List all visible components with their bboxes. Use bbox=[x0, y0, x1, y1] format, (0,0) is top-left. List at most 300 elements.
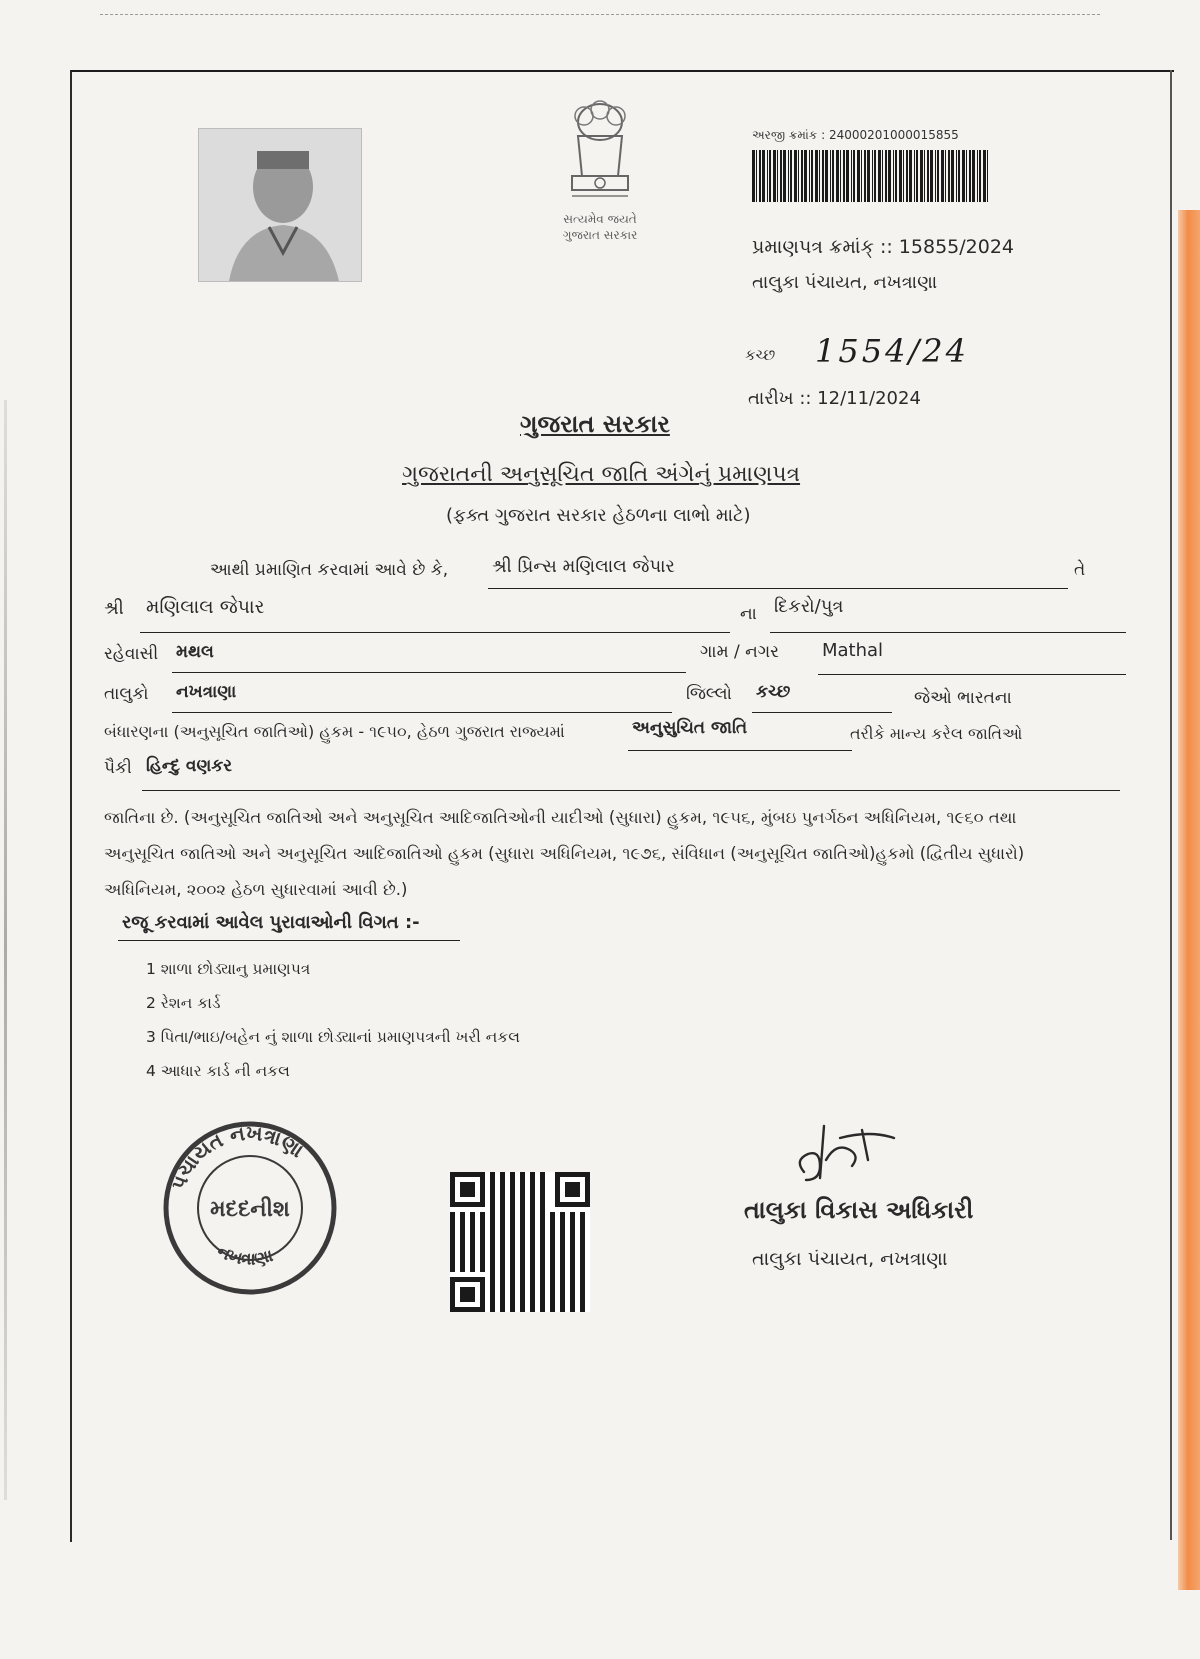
barcode-bar bbox=[878, 150, 881, 202]
barcode-bar bbox=[857, 150, 860, 202]
qr-module bbox=[500, 1257, 505, 1262]
qr-module bbox=[580, 1257, 585, 1262]
relation: દિકરો/પુત્ર bbox=[774, 596, 844, 617]
caste-underline bbox=[142, 790, 1120, 791]
qr-module bbox=[520, 1227, 525, 1232]
qr-module bbox=[560, 1277, 565, 1282]
qr-module bbox=[470, 1227, 475, 1232]
qr-module bbox=[560, 1307, 565, 1312]
qr-module bbox=[510, 1187, 515, 1192]
paragraph-line-1: જાતિના છે. (અનુસૂચિત જાતિઓ અને અનુસૂચિત આદિજાતિઓની યાદીઓ (સુધારા) હુકમ, ૧૯૫૬, મુંબઇ પુનર્ગઠન અધિનિયમ, ૧૯૬૦ તથા bbox=[104, 808, 1017, 827]
barcode-bar bbox=[958, 150, 960, 202]
qr-module bbox=[490, 1212, 495, 1217]
qr-module bbox=[520, 1272, 525, 1277]
qr-module bbox=[560, 1302, 565, 1307]
qr-module bbox=[510, 1207, 515, 1212]
qr-module bbox=[500, 1177, 505, 1182]
qr-module bbox=[550, 1247, 555, 1252]
qr-module bbox=[560, 1287, 565, 1292]
qr-module bbox=[570, 1227, 575, 1232]
qr-module bbox=[500, 1287, 505, 1292]
qr-module bbox=[490, 1227, 495, 1232]
qr-module bbox=[450, 1217, 455, 1222]
relation-underline bbox=[770, 632, 1126, 633]
barcode-bar bbox=[788, 150, 789, 202]
barcode-bar bbox=[930, 150, 933, 202]
holder-name-underline bbox=[488, 588, 1068, 589]
qr-module bbox=[490, 1187, 495, 1192]
signature-icon bbox=[790, 1120, 900, 1190]
qr-module bbox=[490, 1182, 495, 1187]
na-label: ના bbox=[740, 604, 757, 624]
qr-module bbox=[540, 1217, 545, 1222]
qr-module bbox=[510, 1247, 515, 1252]
qr-module bbox=[460, 1242, 465, 1247]
qr-module bbox=[500, 1262, 505, 1267]
taluka-underline bbox=[172, 712, 672, 713]
barcode-bar bbox=[916, 150, 918, 202]
qr-module bbox=[520, 1267, 525, 1272]
shri-label: શ્રી bbox=[104, 598, 124, 619]
qr-module bbox=[530, 1237, 535, 1242]
qr-module bbox=[480, 1267, 485, 1272]
qr-module bbox=[580, 1227, 585, 1232]
qr-module bbox=[520, 1242, 525, 1247]
qr-module bbox=[520, 1302, 525, 1307]
barcode-bar bbox=[867, 150, 870, 202]
qr-module bbox=[540, 1257, 545, 1262]
barcode-bar bbox=[895, 150, 897, 202]
qr-module bbox=[500, 1302, 505, 1307]
qr-module bbox=[530, 1202, 535, 1207]
qr-module bbox=[540, 1192, 545, 1197]
qr-module bbox=[510, 1302, 515, 1307]
qr-module bbox=[540, 1237, 545, 1242]
qr-module bbox=[570, 1287, 575, 1292]
qr-module bbox=[510, 1222, 515, 1227]
qr-module bbox=[520, 1172, 525, 1177]
qr-module bbox=[500, 1252, 505, 1257]
qr-module bbox=[530, 1307, 535, 1312]
qr-module bbox=[540, 1212, 545, 1217]
qr-module bbox=[530, 1187, 535, 1192]
barcode-bar bbox=[969, 150, 971, 202]
qr-module bbox=[580, 1292, 585, 1297]
qr-module bbox=[490, 1252, 495, 1257]
qr-module bbox=[560, 1227, 565, 1232]
qr-module bbox=[540, 1227, 545, 1232]
evidence-heading: રજૂ કરવામાં આવેલ પુરાવાઓની વિગત :- bbox=[122, 912, 420, 933]
qr-module bbox=[520, 1297, 525, 1302]
qr-module bbox=[520, 1192, 525, 1197]
seal-center-text: મદદનીશ bbox=[210, 1197, 290, 1222]
qr-module bbox=[450, 1222, 455, 1227]
barcode-bar bbox=[874, 150, 876, 202]
barcode-bar bbox=[832, 150, 834, 202]
barcode-bar bbox=[836, 150, 839, 202]
qr-module bbox=[560, 1242, 565, 1247]
evidence-heading-underline bbox=[118, 940, 460, 941]
qr-module bbox=[540, 1177, 545, 1182]
qr-module bbox=[580, 1217, 585, 1222]
qr-module bbox=[470, 1212, 475, 1217]
qr-module bbox=[530, 1292, 535, 1297]
qr-module bbox=[490, 1232, 495, 1237]
qr-module bbox=[560, 1297, 565, 1302]
qr-module bbox=[540, 1282, 545, 1287]
among-label: પૈકી bbox=[104, 758, 132, 778]
barcode-bar bbox=[846, 150, 849, 202]
qr-module bbox=[490, 1222, 495, 1227]
qr-module bbox=[450, 1257, 455, 1262]
resident-underline bbox=[172, 672, 686, 673]
qr-module bbox=[470, 1262, 475, 1267]
barcode-bar bbox=[956, 150, 957, 202]
qr-module bbox=[460, 1222, 465, 1227]
qr-module bbox=[450, 1227, 455, 1232]
district-underline bbox=[752, 712, 892, 713]
legal-paragraph bbox=[104, 800, 1104, 908]
qr-module bbox=[560, 1257, 565, 1262]
state-emblem bbox=[540, 96, 660, 246]
category-underline bbox=[628, 750, 852, 751]
qr-module bbox=[510, 1272, 515, 1277]
officer-title: તાલુકા વિકાસ અધિકારી bbox=[744, 1196, 974, 1224]
qr-module bbox=[510, 1292, 515, 1297]
qr-module bbox=[460, 1237, 465, 1242]
qr-module bbox=[580, 1252, 585, 1257]
qr-module bbox=[460, 1262, 465, 1267]
qr-module bbox=[470, 1222, 475, 1227]
barcode-bar bbox=[798, 150, 799, 202]
qr-module bbox=[500, 1187, 505, 1192]
qr-module bbox=[500, 1212, 505, 1217]
qr-module bbox=[520, 1217, 525, 1222]
qr-module bbox=[560, 1237, 565, 1242]
qr-module bbox=[500, 1227, 505, 1232]
qr-module bbox=[560, 1272, 565, 1277]
qr-module bbox=[580, 1232, 585, 1237]
qr-module bbox=[520, 1277, 525, 1282]
qr-module bbox=[540, 1297, 545, 1302]
qr-module bbox=[500, 1232, 505, 1237]
village-label: ગામ / નગર bbox=[700, 642, 779, 662]
handwritten-number: 1554/24 bbox=[815, 332, 969, 370]
qr-module bbox=[560, 1282, 565, 1287]
qr-module bbox=[500, 1207, 505, 1212]
qr-module bbox=[530, 1192, 535, 1197]
qr-module bbox=[550, 1257, 555, 1262]
barcode-bar bbox=[851, 150, 852, 202]
ashoka-emblem-icon bbox=[550, 96, 650, 206]
barcode-bar bbox=[756, 150, 757, 202]
qr-module bbox=[520, 1287, 525, 1292]
qr-module bbox=[580, 1237, 585, 1242]
barcode-bar bbox=[899, 150, 902, 202]
qr-module bbox=[480, 1237, 485, 1242]
qr-module bbox=[490, 1242, 495, 1247]
qr-module bbox=[470, 1257, 475, 1262]
resident-value: મથલ bbox=[176, 642, 214, 662]
qr-module bbox=[520, 1237, 525, 1242]
qr-module bbox=[490, 1197, 495, 1202]
father-name: મણિલાલ જેપાર bbox=[146, 596, 265, 618]
qr-module bbox=[490, 1282, 495, 1287]
emblem-caption-2: ગુજરાત સરકાર bbox=[562, 228, 638, 242]
qr-module bbox=[560, 1217, 565, 1222]
qr-module bbox=[580, 1212, 585, 1217]
qr-module bbox=[580, 1262, 585, 1267]
qr-module bbox=[490, 1292, 495, 1297]
qr-module bbox=[570, 1242, 575, 1247]
qr-module bbox=[500, 1267, 505, 1272]
certificate-number: પ્રમાણપત્ર ક્રમાંક્ :: 15855/2024 bbox=[752, 236, 1014, 258]
qr-module bbox=[510, 1232, 515, 1237]
seal-top-text: પંચાયત નખત્રાણા bbox=[165, 1120, 309, 1193]
qr-module bbox=[490, 1287, 495, 1292]
qr-module bbox=[520, 1307, 525, 1312]
qr-module bbox=[500, 1307, 505, 1312]
qr-module bbox=[540, 1272, 545, 1277]
barcode-bar bbox=[966, 150, 967, 202]
qr-module bbox=[520, 1207, 525, 1212]
qr-module bbox=[490, 1302, 495, 1307]
taluka-label: તાલુકો bbox=[104, 684, 149, 704]
recognized-label: તરીકે માન્ય કરેલ જાતિઓ bbox=[850, 724, 1023, 743]
qr-module bbox=[480, 1227, 485, 1232]
qr-module bbox=[490, 1172, 495, 1177]
qr-module bbox=[510, 1177, 515, 1182]
qr-module bbox=[530, 1282, 535, 1287]
qr-module bbox=[490, 1247, 495, 1252]
qr-module bbox=[540, 1307, 545, 1312]
barcode-bar bbox=[783, 150, 786, 202]
barcode-bar bbox=[777, 150, 778, 202]
qr-module bbox=[580, 1267, 585, 1272]
barcode-bar bbox=[941, 150, 944, 202]
qr-module bbox=[550, 1212, 555, 1217]
qr-module bbox=[540, 1182, 545, 1187]
barcode-bar bbox=[819, 150, 820, 202]
qr-code-icon bbox=[450, 1172, 590, 1312]
qr-module bbox=[550, 1237, 555, 1242]
kutch-label: કચ્છ bbox=[745, 346, 776, 364]
qr-module bbox=[560, 1247, 565, 1252]
issue-date: તારીખ :: 12/11/2024 bbox=[748, 388, 921, 409]
qr-module bbox=[570, 1252, 575, 1257]
qr-module bbox=[530, 1277, 535, 1282]
qr-module bbox=[550, 1217, 555, 1222]
qr-module bbox=[530, 1302, 535, 1307]
qr-module bbox=[480, 1242, 485, 1247]
qr-module bbox=[520, 1187, 525, 1192]
qr-module bbox=[540, 1247, 545, 1252]
qr-module bbox=[490, 1192, 495, 1197]
qr-module bbox=[500, 1222, 505, 1227]
holder-name: શ્રી પ્રિન્સ મણિલાલ જેપાર bbox=[492, 556, 675, 577]
qr-module bbox=[550, 1252, 555, 1257]
qr-module bbox=[540, 1207, 545, 1212]
qr-module bbox=[470, 1217, 475, 1222]
qr-module bbox=[500, 1217, 505, 1222]
barcode-bar bbox=[840, 150, 841, 202]
qr-module bbox=[560, 1212, 565, 1217]
barcode-bar bbox=[977, 150, 978, 202]
seal-bottom-text: નખત્રાણા bbox=[213, 1241, 276, 1270]
qr-module bbox=[540, 1252, 545, 1257]
qr-module bbox=[530, 1267, 535, 1272]
qr-module bbox=[450, 1237, 455, 1242]
qr-module bbox=[560, 1267, 565, 1272]
qr-module bbox=[520, 1257, 525, 1262]
qr-module bbox=[540, 1222, 545, 1227]
office-seal-icon bbox=[160, 1118, 340, 1298]
barcode-bar bbox=[906, 150, 908, 202]
qr-module bbox=[530, 1297, 535, 1302]
qr-module bbox=[550, 1282, 555, 1287]
qr-module bbox=[520, 1282, 525, 1287]
qr-module bbox=[460, 1217, 465, 1222]
barcode-bar bbox=[773, 150, 776, 202]
barcode-bar bbox=[767, 150, 768, 202]
qr-module bbox=[520, 1247, 525, 1252]
qr-module bbox=[490, 1207, 495, 1212]
qr-module bbox=[510, 1277, 515, 1282]
qr-module bbox=[460, 1247, 465, 1252]
qr-module bbox=[500, 1237, 505, 1242]
qr-module bbox=[520, 1177, 525, 1182]
barcode-bar bbox=[780, 150, 782, 202]
barcode-bar bbox=[864, 150, 866, 202]
barcode-bar bbox=[945, 150, 946, 202]
qr-module bbox=[510, 1297, 515, 1302]
evidence-item: 2 રેશન કાર્ડ bbox=[146, 994, 221, 1012]
qr-module bbox=[490, 1257, 495, 1262]
qr-module bbox=[460, 1257, 465, 1262]
qr-module bbox=[580, 1287, 585, 1292]
holder-photo bbox=[198, 128, 362, 282]
village-underline bbox=[818, 674, 1126, 675]
certificate-title: ગુજરાતની અનુસૂચિત જાતિ અંગેનું પ્રમાણપત્ર bbox=[402, 462, 801, 487]
qr-module bbox=[580, 1282, 585, 1287]
qr-module bbox=[500, 1277, 505, 1282]
qr-module bbox=[480, 1232, 485, 1237]
government-heading: ગુજરાત સરકાર bbox=[520, 410, 670, 438]
evidence-item: 4 આધાર કાર્ડ ની નકલ bbox=[146, 1062, 290, 1080]
paragraph-line-2: અનુસૂચિત જાતિઓ અને અનુસૂચિત આદિજાતિઓ હુકમ (સુધારા અધિનિયમ, ૧૯૭૬, સંવિધાન (અનુસૂચિત જાતિઓ)હુકમો (દ્વિતીય સુધારો) bbox=[104, 844, 1025, 863]
qr-module bbox=[570, 1212, 575, 1217]
qr-module bbox=[480, 1252, 485, 1257]
qr-module bbox=[450, 1267, 455, 1272]
orange-strip bbox=[1178, 210, 1200, 1590]
qr-module bbox=[500, 1247, 505, 1252]
qr-module bbox=[530, 1222, 535, 1227]
village-value: Mathal bbox=[822, 640, 884, 661]
qr-module bbox=[550, 1277, 555, 1282]
qr-module bbox=[540, 1232, 545, 1237]
barcode-bar bbox=[872, 150, 873, 202]
barcode-bar bbox=[822, 150, 824, 202]
qr-module bbox=[480, 1222, 485, 1227]
evidence-item: 1 શાળા છોડ્યાનુ પ્રમાણપત્ર bbox=[146, 960, 311, 978]
qr-module bbox=[490, 1267, 495, 1272]
qr-module bbox=[510, 1282, 515, 1287]
barcode-bar bbox=[809, 150, 810, 202]
qr-module bbox=[510, 1257, 515, 1262]
qr-module bbox=[500, 1172, 505, 1177]
qr-module bbox=[540, 1187, 545, 1192]
qr-module bbox=[500, 1202, 505, 1207]
barcode-bar bbox=[769, 150, 771, 202]
qr-module bbox=[580, 1307, 585, 1312]
barcode-bar bbox=[937, 150, 939, 202]
qr-module bbox=[510, 1262, 515, 1267]
barcode-bar bbox=[759, 150, 761, 202]
barcode-bar bbox=[909, 150, 912, 202]
qr-module bbox=[550, 1242, 555, 1247]
emblem-caption-1: સત્યમેવ જયતે bbox=[563, 212, 637, 226]
india-label: જેઓ ભારતના bbox=[914, 688, 1012, 708]
qr-module bbox=[470, 1237, 475, 1242]
barcode-bar bbox=[804, 150, 807, 202]
qr-module bbox=[570, 1222, 575, 1227]
barcode-bar bbox=[972, 150, 975, 202]
qr-module bbox=[560, 1292, 565, 1297]
category-value: અનુસુચિત જાતિ bbox=[632, 718, 748, 738]
te-label: તે bbox=[1074, 560, 1086, 580]
qr-module bbox=[500, 1192, 505, 1197]
qr-module bbox=[570, 1247, 575, 1252]
qr-module bbox=[480, 1257, 485, 1262]
qr-module bbox=[580, 1222, 585, 1227]
officer-office: તાલુકા પંચાયત, નખત્રાણા bbox=[752, 1248, 948, 1270]
qr-module bbox=[530, 1242, 535, 1247]
qr-module bbox=[550, 1222, 555, 1227]
qr-module bbox=[520, 1292, 525, 1297]
qr-module bbox=[490, 1277, 495, 1282]
qr-module bbox=[510, 1172, 515, 1177]
issuing-office: તાલુકા પંચાયત, નખત્રાણા bbox=[752, 272, 938, 293]
qr-module bbox=[570, 1292, 575, 1297]
qr-module bbox=[450, 1252, 455, 1257]
qr-module bbox=[510, 1267, 515, 1272]
qr-module bbox=[540, 1292, 545, 1297]
barcode-bar bbox=[790, 150, 792, 202]
qr-finder bbox=[460, 1287, 475, 1302]
barcode-bar bbox=[927, 150, 929, 202]
qr-module bbox=[570, 1297, 575, 1302]
qr-module bbox=[520, 1232, 525, 1237]
qr-module bbox=[480, 1217, 485, 1222]
qr-module bbox=[580, 1242, 585, 1247]
qr-module bbox=[530, 1217, 535, 1222]
qr-module bbox=[450, 1262, 455, 1267]
qr-module bbox=[540, 1277, 545, 1282]
qr-module bbox=[540, 1267, 545, 1272]
qr-module bbox=[520, 1182, 525, 1187]
barcode-bar bbox=[830, 150, 831, 202]
qr-module bbox=[520, 1197, 525, 1202]
qr-module bbox=[480, 1262, 485, 1267]
qr-module bbox=[490, 1262, 495, 1267]
qr-module bbox=[550, 1227, 555, 1232]
qr-module bbox=[540, 1242, 545, 1247]
qr-module bbox=[530, 1207, 535, 1212]
certify-label: આથી પ્રમાણિત કરવામાં આવે છે કે, bbox=[210, 560, 449, 580]
barcode-bar bbox=[903, 150, 904, 202]
qr-module bbox=[510, 1287, 515, 1292]
qr-module bbox=[570, 1257, 575, 1262]
